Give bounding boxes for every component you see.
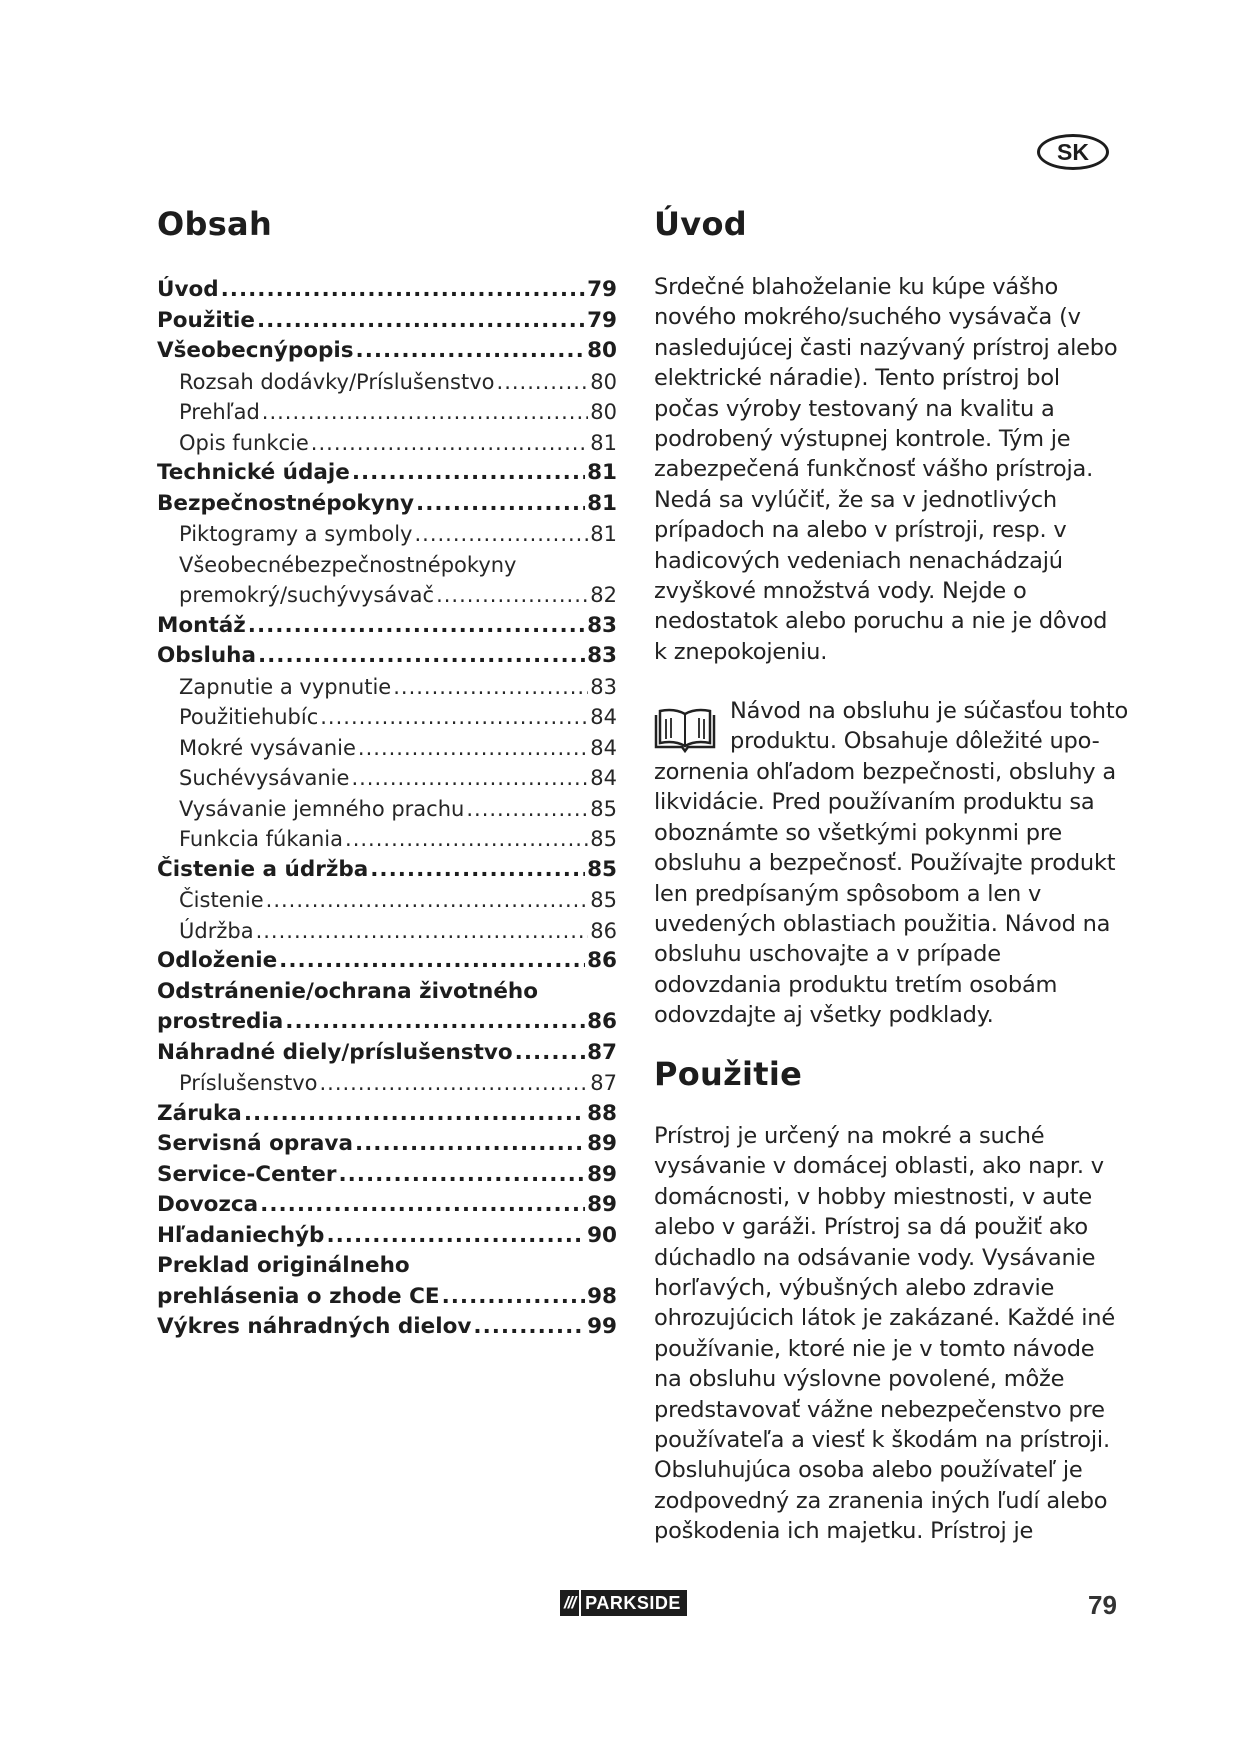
toc-entry[interactable]: Montáž ..... 83	[157, 611, 617, 642]
toc-subentry[interactable]: premokrý/suchývysávač ..... 82	[157, 580, 617, 611]
table-of-contents	[157, 275, 617, 1343]
toc-entry[interactable]: Použitie ..... 79	[157, 306, 617, 337]
toc-entry[interactable]: Všeobecnýpopis ..... 80	[157, 336, 617, 367]
toc-subentry[interactable]: Vysávanie jemného prachu ..... 85	[157, 794, 617, 825]
toc-entry[interactable]: Dovozca ..... 89	[157, 1190, 617, 1221]
toc-entry[interactable]: Preklad originálneho	[157, 1253, 410, 1278]
toc-entry[interactable]: Záruka ..... 88	[157, 1099, 617, 1130]
toc-subentry[interactable]: Rozsah dodávky/Príslušenstvo ..... 80	[157, 367, 617, 398]
toc-subentry[interactable]: Údržba ..... 86	[157, 916, 617, 947]
parkside-logo	[560, 1590, 687, 1616]
uvod-paragraph: Srdečné blahoželanie ku kúpe vášho nového mokrého/suchého vysávača (v nasledujúcej časti nazývaný prístroj alebo elektrické náradie). Tento prístroj bol počas výroby testovaný na kvalitu a podrobený výstupnej kontrole. Tým je zabezpečená funkčnosť vášho prístroja. Nedá sa vylúčiť, že sa v jednotlivých prípadoch na alebo v prístroji, resp. v hadicových vedeniach nenachádzajú zvyškové množstvá vody. Nejde o nedostatok alebo poruchu a nie je dôvod k znepokojeniu.	[654, 274, 1118, 665]
pouzitie-paragraph: Prístroj je určený na mokré a suché vysávanie v domácej oblasti, ako napr. v domácnosti, v hobby miestnosti, v aute alebo v garáži. Prístroj sa dá použiť ako dúchadlo na odsávanie vody. Vysávanie horľavých, výbušných alebo zdravie ohrozujúcich látok je zakázané. Každé iné používanie, ktoré nie je v tomto návode na obsluhu výslovne povolené, môže predstavovať vážne nebezpečenstvo pre používateľa a viesť k škodám na prístroji. Obsluhujúca osoba alebo používateľ je zodpovedný za zranenia iných ľudí alebo poškodenia ich majetku. Prístroj je	[654, 1123, 1116, 1545]
toc-entry[interactable]: Servisná oprava ..... 89	[157, 1129, 617, 1160]
toc-entry[interactable]: Čistenie a údržba ..... 85	[157, 855, 617, 886]
toc-entry[interactable]: Úvod ..... 79	[157, 275, 617, 306]
toc-entry[interactable]: Hľadaniechýb ..... 90	[157, 1221, 617, 1252]
logo-text: PARKSIDE	[579, 1590, 687, 1616]
toc-subentry[interactable]: Piktogramy a symboly ..... 81	[157, 519, 617, 550]
toc-subentry[interactable]: Čistenie ..... 85	[157, 885, 617, 916]
toc-entry[interactable]: Odloženie ..... 86	[157, 946, 617, 977]
toc-subentry[interactable]: Príslušenstvo ..... 87	[157, 1068, 617, 1099]
toc-subentry[interactable]: Opis funkcie ..... 81	[157, 428, 617, 459]
toc-entry[interactable]: Technické údaje ..... 81	[157, 458, 617, 489]
toc-entry[interactable]: Odstránenie/ochrana životného	[157, 978, 538, 1004]
toc-subentry[interactable]: Všeobecnébezpečnostnépokyny	[179, 552, 517, 577]
toc-entry[interactable]: Výkres náhradných dielov ..... 99	[157, 1312, 617, 1343]
toc-entry[interactable]: prehlásenia o zhode CE ..... 98	[157, 1282, 617, 1313]
toc-entry[interactable]: prostredia ..... 86	[157, 1007, 617, 1038]
manual-note: Návod na obsluhu je súčasťou tohto produktu. Obsahuje dôležité upo-	[730, 698, 1129, 755]
uvod-paragraph: zornenia ohľadom bezpečnosti, obsluhy a likvidácie. Pred používaním produktu sa oboznámte so všetkými pokynmi pre obsluhu a bezpečnosť. Používajte produkt len predpísaným spôsobom a len v uvedených oblastiach použitia. Návod na obsluhu uschovajte a v prípade odovzdania produktu tretím osobám odovzdajte aj všetky podklady.	[654, 759, 1116, 1029]
toc-subentry[interactable]: Funkcia fúkania ..... 85	[157, 824, 617, 855]
toc-subentry[interactable]: Suchévysávanie ..... 84	[157, 763, 617, 794]
toc-title: Obsah	[157, 205, 273, 243]
logo-slashes: ///	[560, 1590, 579, 1616]
toc-entry[interactable]: Obsluha ..... 83	[157, 641, 617, 672]
language-badge: SK	[1037, 134, 1109, 170]
section-title-uvod: Úvod	[654, 205, 747, 243]
book-icon	[652, 707, 718, 755]
toc-entry[interactable]: Service-Center ..... 89	[157, 1160, 617, 1191]
page-number: 79	[1088, 1590, 1117, 1620]
toc-entry[interactable]: Bezpečnostnépokyny ..... 81	[157, 489, 617, 520]
toc-subentry[interactable]: Zapnutie a vypnutie ..... 83	[157, 672, 617, 703]
toc-subentry[interactable]: Použitiehubíc ..... 84	[157, 702, 617, 733]
section-title-pouzitie: Použitie	[654, 1055, 803, 1093]
toc-subentry[interactable]: Prehľad ..... 80	[157, 397, 617, 428]
toc-subentry[interactable]: Mokré vysávanie ..... 84	[157, 733, 617, 764]
toc-entry[interactable]: Náhradné diely/príslušenstvo ..... 87	[157, 1038, 617, 1069]
